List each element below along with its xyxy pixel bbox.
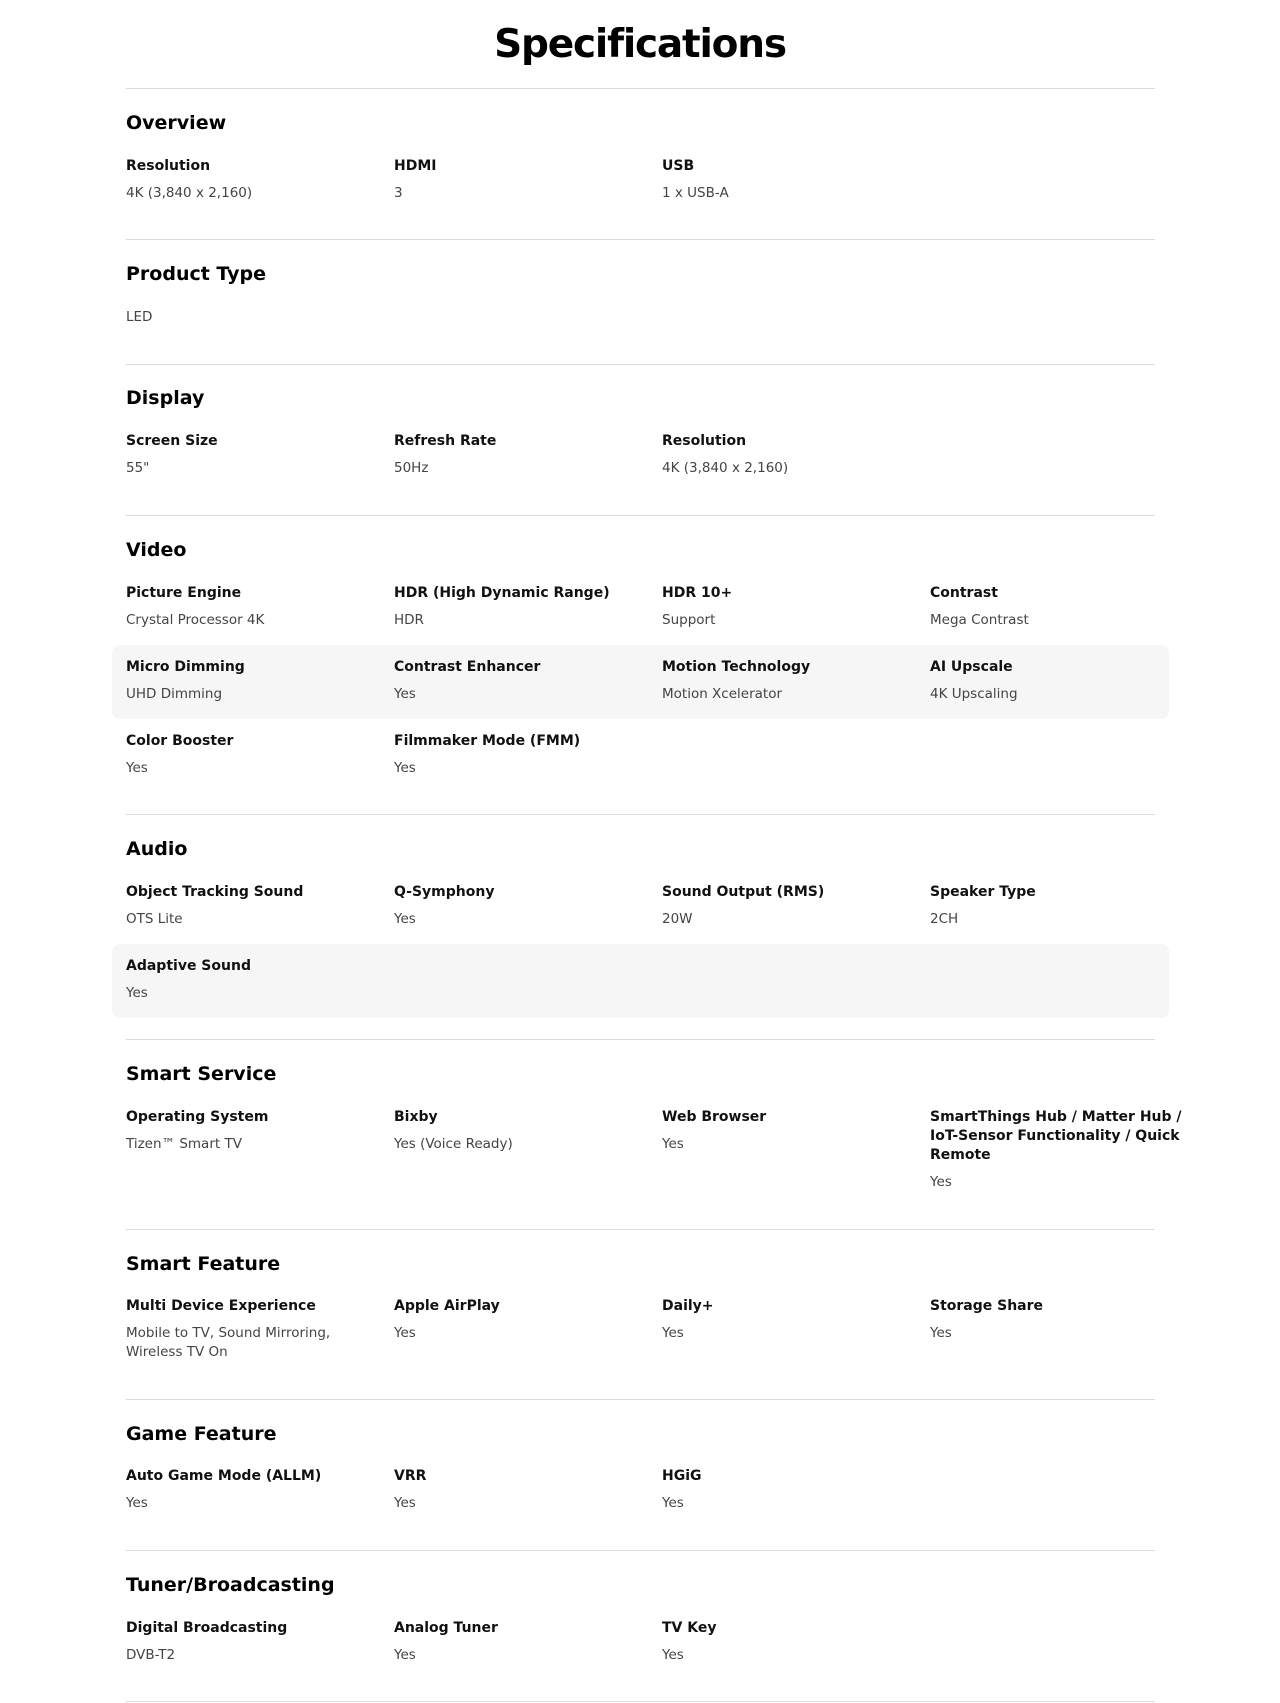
spec-label: Resolution (662, 433, 747, 449)
spec-item (662, 1467, 930, 1513)
spec-label: SmartThings Hub / Matter Hub / IoT-Sensor Functionality / Quick Remote (930, 1109, 1182, 1163)
spec-value: Yes (394, 1647, 416, 1663)
spec-item (930, 883, 1198, 929)
section-divider (126, 1229, 1155, 1230)
spec-label: HGiG (662, 1468, 702, 1484)
spec-value: LED (126, 309, 153, 325)
spec-row (126, 432, 1155, 478)
section-divider (126, 1701, 1155, 1702)
spec-item (394, 432, 662, 478)
spec-value: DVB-T2 (126, 1647, 176, 1663)
spec-value: Yes (126, 760, 148, 776)
section-title-product-type: Product Type (126, 263, 267, 285)
spec-value: OTS Lite (126, 911, 183, 927)
spec-value: Yes (394, 760, 416, 776)
spec-item (126, 732, 394, 778)
spec-item (394, 1297, 662, 1362)
spec-item (394, 1619, 662, 1665)
spec-value: Yes (394, 1495, 416, 1511)
spec-item (394, 157, 662, 203)
spec-label: Bixby (394, 1109, 438, 1125)
spec-label: Speaker Type (930, 884, 1036, 900)
spec-item (930, 1108, 1198, 1192)
spec-value: Mega Contrast (930, 612, 1029, 628)
spec-value: Yes (662, 1136, 684, 1152)
spec-item (662, 1108, 930, 1192)
spec-value: 50Hz (394, 460, 429, 476)
spec-item (662, 1619, 930, 1665)
section-divider (126, 239, 1155, 240)
spec-item (126, 957, 394, 1018)
spec-label: Daily+ (662, 1298, 714, 1314)
spec-value: Motion Xcelerator (662, 686, 783, 702)
spec-value: 4K (3,840 x 2,160) (662, 460, 789, 476)
spec-label: USB (662, 158, 695, 174)
spec-item (394, 658, 662, 719)
spec-value: Yes (Voice Ready) (394, 1136, 513, 1152)
spec-label: Q-Symphony (394, 884, 495, 900)
spec-value: Yes (930, 1325, 952, 1341)
spec-label: VRR (394, 1468, 427, 1484)
section-divider (126, 515, 1155, 516)
spec-item (126, 658, 394, 719)
spec-value: 4K (3,840 x 2,160) (126, 185, 253, 201)
spec-item (930, 1297, 1198, 1362)
spec-label: Motion Technology (662, 659, 811, 675)
spec-label: Operating System (126, 1109, 269, 1125)
spec-label: AI Upscale (930, 659, 1013, 675)
spec-row (126, 732, 1155, 778)
spec-label: Micro Dimming (126, 659, 245, 675)
section-title-display: Display (126, 387, 205, 409)
spec-row (126, 584, 1155, 630)
spec-label: Web Browser (662, 1109, 767, 1125)
spec-label: Storage Share (930, 1298, 1044, 1314)
section-divider (126, 88, 1155, 89)
spec-value: Mobile to TV, Sound Mirroring, Wireless TV On (126, 1325, 331, 1360)
spec-label: Adaptive Sound (126, 958, 251, 974)
spec-label: Resolution (126, 158, 211, 174)
spec-value: 20W (662, 911, 693, 927)
section-title-smart-service: Smart Service (126, 1063, 277, 1085)
spec-value: Yes (394, 1325, 416, 1341)
spec-label: Apple AirPlay (394, 1298, 500, 1314)
spec-item (662, 658, 930, 719)
spec-label: Analog Tuner (394, 1620, 498, 1636)
section-divider (126, 1550, 1155, 1551)
spec-item (662, 1297, 930, 1362)
spec-value: Yes (662, 1647, 684, 1663)
spec-value: Yes (394, 911, 416, 927)
spec-value: Crystal Processor 4K (126, 612, 265, 628)
spec-row (126, 157, 1155, 203)
spec-value: 4K Upscaling (930, 686, 1018, 702)
spec-item (126, 432, 394, 478)
spec-row-highlighted (112, 944, 1169, 1018)
spec-label: Refresh Rate (394, 433, 497, 449)
spec-value: Tizen™ Smart TV (126, 1136, 242, 1152)
spec-item (126, 883, 394, 929)
section-divider (126, 1399, 1155, 1400)
section-divider (126, 814, 1155, 815)
spec-item (126, 157, 394, 203)
spec-label: Auto Game Mode (ALLM) (126, 1468, 322, 1484)
spec-label: Screen Size (126, 433, 218, 449)
section-title-audio: Audio (126, 838, 188, 860)
spec-row (126, 1619, 1155, 1665)
spec-label: Digital Broadcasting (126, 1620, 288, 1636)
spec-label: Picture Engine (126, 585, 242, 601)
section-title-video: Video (126, 539, 187, 561)
spec-item (394, 1108, 662, 1192)
spec-value: Yes (126, 1495, 148, 1511)
spec-item (662, 432, 930, 478)
spec-item (394, 584, 662, 630)
spec-value: Yes (662, 1495, 684, 1511)
section-divider (126, 1039, 1155, 1040)
spec-value: 55" (126, 460, 150, 476)
spec-item (930, 584, 1198, 630)
spec-value: HDR (394, 612, 424, 628)
spec-item (394, 1467, 662, 1513)
spec-label: Sound Output (RMS) (662, 884, 825, 900)
spec-row (126, 1467, 1155, 1513)
section-title-game-feature: Game Feature (126, 1423, 277, 1445)
page-title: Specifications (494, 22, 786, 67)
spec-item (126, 1297, 394, 1362)
spec-row (126, 1297, 1155, 1362)
spec-row (126, 883, 1155, 929)
section-title-overview: Overview (126, 112, 227, 134)
spec-label: Filmmaker Mode (FMM) (394, 733, 581, 749)
spec-value: 2CH (930, 911, 959, 927)
spec-label: HDR 10+ (662, 585, 733, 601)
spec-label: Contrast Enhancer (394, 659, 541, 675)
spec-item (662, 157, 930, 203)
spec-item (126, 1467, 394, 1513)
spec-value: 3 (394, 185, 403, 201)
spec-label: Contrast (930, 585, 998, 601)
spec-item (126, 1619, 394, 1665)
section-divider (126, 364, 1155, 365)
spec-label: Color Booster (126, 733, 234, 749)
spec-item (662, 584, 930, 630)
spec-value: Yes (662, 1325, 684, 1341)
spec-value: Support (662, 612, 716, 628)
spec-value: Yes (930, 1174, 952, 1190)
spec-item (662, 883, 930, 929)
spec-value: Yes (126, 985, 148, 1001)
spec-label: TV Key (662, 1620, 717, 1636)
spec-label: Object Tracking Sound (126, 884, 304, 900)
section-title-tuner-broadcasting: Tuner/Broadcasting (126, 1574, 335, 1596)
spec-item (126, 1108, 394, 1192)
spec-item (930, 658, 1198, 719)
spec-item (126, 584, 394, 630)
spec-label: HDMI (394, 158, 437, 174)
section-title-smart-feature: Smart Feature (126, 1253, 281, 1275)
spec-value: 1 x USB-A (662, 185, 729, 201)
spec-item (394, 883, 662, 929)
spec-item (394, 732, 662, 778)
spec-value: Yes (394, 686, 416, 702)
spec-label: HDR (High Dynamic Range) (394, 585, 610, 601)
spec-label: Multi Device Experience (126, 1298, 316, 1314)
spec-row-highlighted (112, 645, 1169, 719)
spec-row (126, 1108, 1182, 1192)
spec-value: UHD Dimming (126, 686, 223, 702)
